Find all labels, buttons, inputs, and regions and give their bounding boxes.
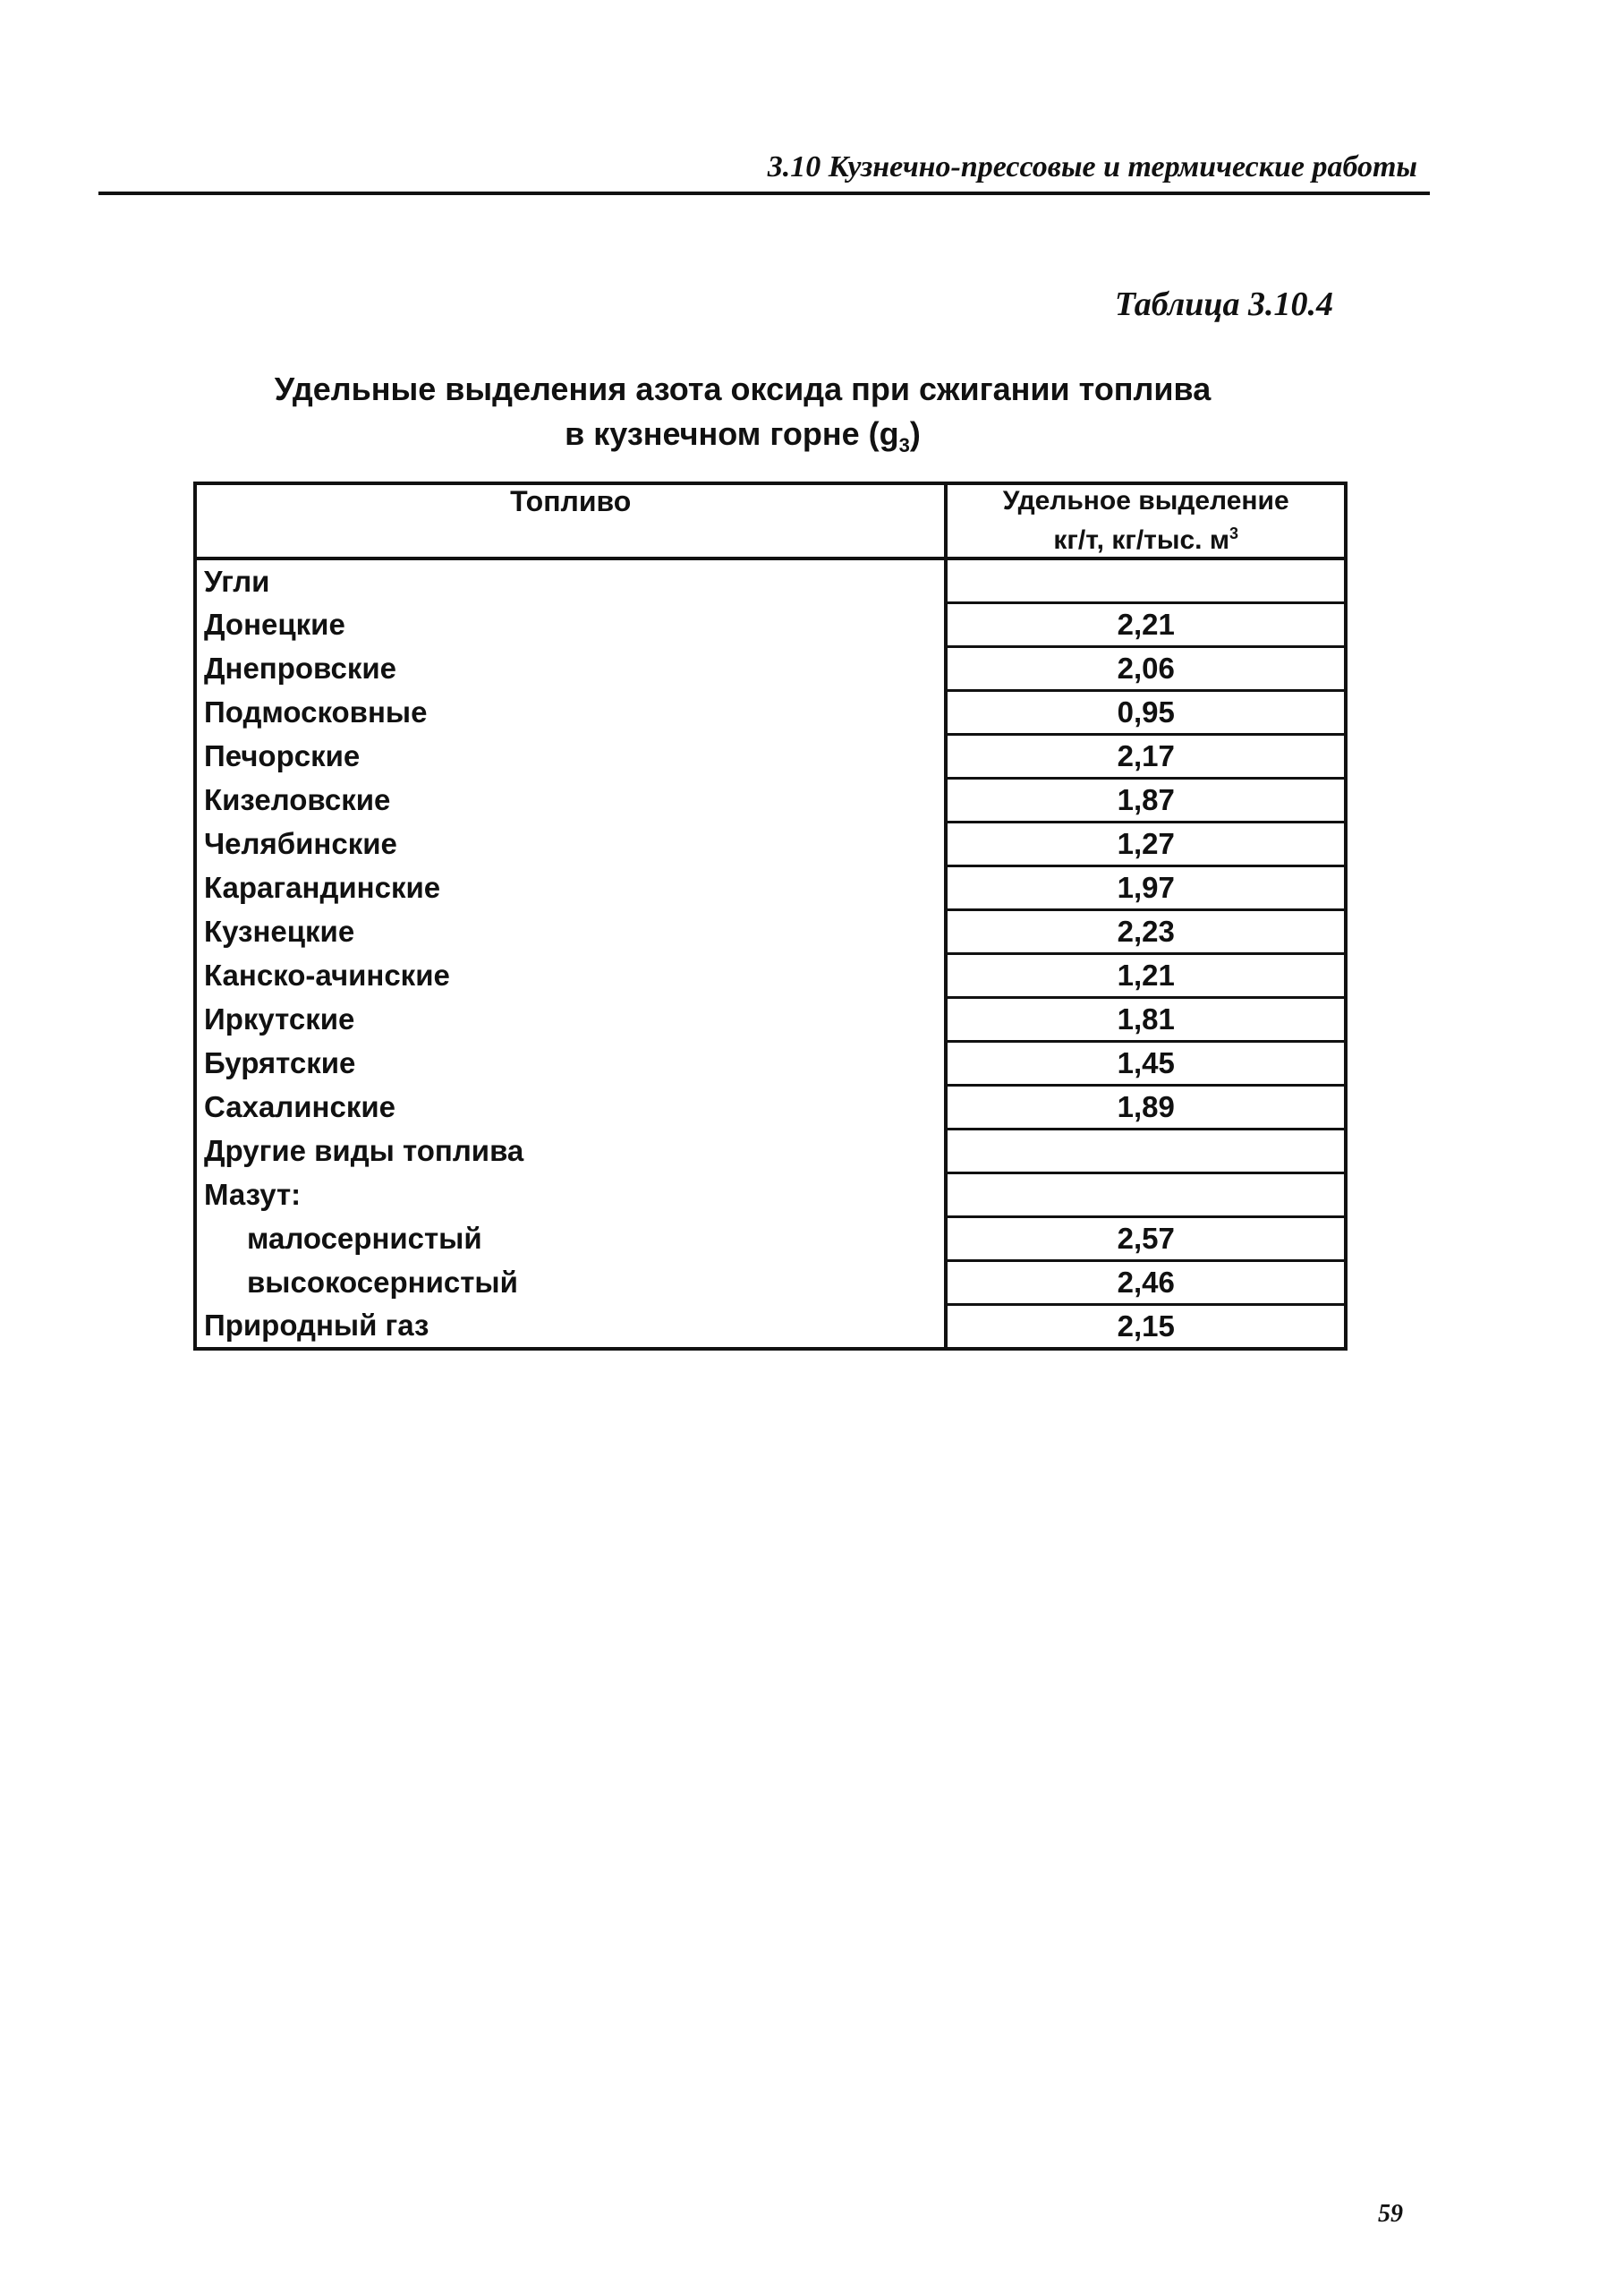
fuel-value: 2,21 <box>946 603 1346 647</box>
table-title-line1: Удельные выделения азота оксида при сжигании топлива <box>274 371 1212 407</box>
header-value-units: кг/т, кг/тыс. м <box>1053 525 1230 555</box>
table-title-subscript: 3 <box>898 434 910 457</box>
emissions-table <box>193 482 1348 1351</box>
header-value-line2 <box>948 517 1344 557</box>
fuel-name: малосернистый <box>195 1217 946 1261</box>
fuel-name: Мазут: <box>195 1173 946 1217</box>
table-row <box>195 1217 1346 1261</box>
fuel-value: 2,15 <box>1117 1309 1175 1343</box>
fuel-name: Кузнецкие <box>195 910 946 954</box>
fuel-value: 1,21 <box>946 954 1346 998</box>
table-row <box>195 866 1346 910</box>
table-title-line2 <box>206 412 1280 468</box>
fuel-name: Днепровские <box>195 647 946 691</box>
table-row <box>195 735 1346 779</box>
fuel-value: 2,23 <box>946 910 1346 954</box>
table-row <box>195 603 1346 647</box>
table-row <box>195 910 1346 954</box>
table-row <box>195 1173 1346 1217</box>
table-row <box>195 558 1346 603</box>
table-row <box>195 1042 1346 1086</box>
fuel-name: Другие виды топлива <box>195 1130 946 1173</box>
fuel-value <box>946 1173 1346 1217</box>
running-head: 3.10 Кузнечно-прессовые и термические работы <box>767 150 1417 183</box>
fuel-name: Печорские <box>195 735 946 779</box>
fuel-value: 1,81 <box>946 998 1346 1042</box>
fuel-value: 2,17 <box>946 735 1346 779</box>
fuel-name: Кизеловские <box>195 779 946 823</box>
fuel-name: Сахалинские <box>195 1086 946 1130</box>
table-label: Таблица 3.10.4 <box>1114 286 1333 323</box>
fuel-value: 1,97 <box>946 866 1346 910</box>
page-number: 59 <box>1378 2200 1403 2228</box>
table-title-line2-prefix: в кузнечном горне (g <box>565 415 899 452</box>
fuel-value: 0,95 <box>946 691 1346 735</box>
fuel-value <box>946 1130 1346 1173</box>
header-rule <box>98 192 1430 195</box>
table-row <box>195 691 1346 735</box>
table-header-row <box>195 483 1346 558</box>
table-row <box>195 823 1346 866</box>
table-row <box>195 954 1346 998</box>
fuel-name: Иркутские <box>195 998 946 1042</box>
table-row <box>195 998 1346 1042</box>
table-row <box>195 1261 1346 1305</box>
fuel-name: Природный газ <box>195 1305 946 1350</box>
fuel-name: Донецкие <box>195 603 946 647</box>
fuel-value: 2,57 <box>946 1217 1346 1261</box>
header-value-line1: Удельное выделение <box>1002 486 1289 516</box>
table-row <box>195 1305 1346 1350</box>
table-row <box>195 1086 1346 1130</box>
fuel-value: 1,87 <box>946 779 1346 823</box>
fuel-value: 2,46 <box>946 1261 1346 1305</box>
fuel-name: Угли <box>195 558 946 603</box>
fuel-value <box>946 558 1346 603</box>
table-title <box>206 367 1280 468</box>
fuel-name: Челябинские <box>195 823 946 866</box>
fuel-value: 1,45 <box>946 1042 1346 1086</box>
fuel-name: Бурятские <box>195 1042 946 1086</box>
header-value <box>946 483 1346 558</box>
fuel-name: высокосернистый <box>195 1261 946 1305</box>
fuel-name: Канско-ачинские <box>195 954 946 998</box>
table-row <box>195 779 1346 823</box>
fuel-value: 1,89 <box>946 1086 1346 1130</box>
table-row <box>195 1130 1346 1173</box>
fuel-value: 2,06 <box>946 647 1346 691</box>
header-fuel: Топливо <box>195 483 946 558</box>
fuel-name: Подмосковные <box>195 691 946 735</box>
fuel-value: 1,27 <box>946 823 1346 866</box>
table-row <box>195 647 1346 691</box>
header-value-superscript: 3 <box>1229 524 1239 542</box>
table-title-line2-suffix: ) <box>909 415 921 452</box>
fuel-name: Карагандинские <box>195 866 946 910</box>
